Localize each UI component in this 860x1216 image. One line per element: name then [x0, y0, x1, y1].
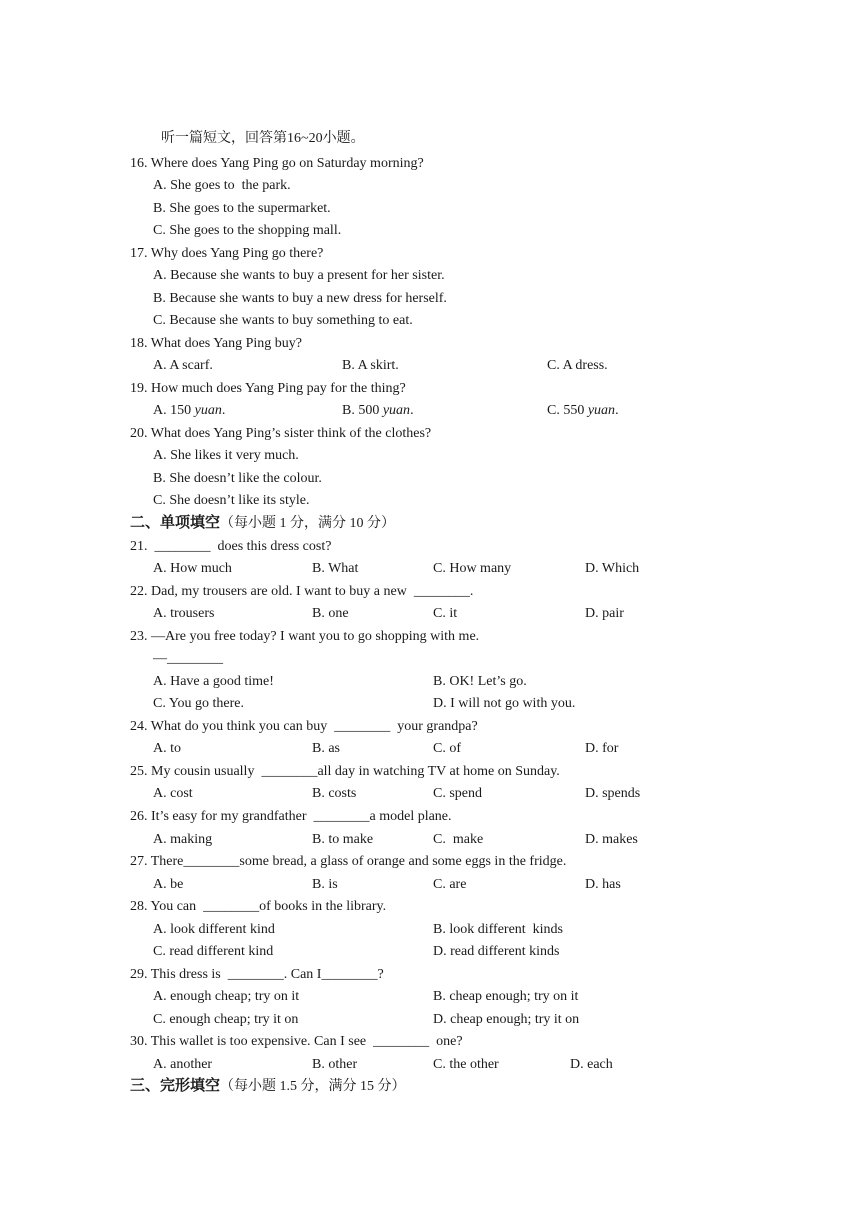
- question-30-option-b: B. other: [312, 1057, 358, 1072]
- question-16-option-b: B. She goes to the supermarket.: [153, 201, 331, 216]
- question-26-option-d: D. makes: [585, 832, 638, 847]
- question-16-stem: 16. Where does Yang Ping go on Saturday morning?: [130, 156, 424, 171]
- question-17-option-a: A. Because she wants to buy a present for her sister.: [153, 268, 445, 283]
- question-16-option-c: C. She goes to the shopping mall.: [153, 223, 342, 238]
- question-25-option-c: C. spend: [433, 786, 482, 801]
- question-30-option-c: C. the other: [433, 1057, 499, 1072]
- question-25-option-a: A. cost: [153, 786, 193, 801]
- question-21-stem: 21. ________ does this dress cost?: [130, 539, 332, 554]
- question-19-option-c-amount: C. 550: [547, 403, 588, 418]
- listening-intro: 听一篇短文，回答第16~20小题。: [161, 131, 365, 146]
- question-25-option-b: B. costs: [312, 786, 357, 801]
- question-23-option-a: A. Have a good time!: [153, 674, 274, 689]
- question-18-option-b: B. A skirt.: [342, 358, 399, 373]
- question-29-option-c: C. enough cheap; try it on: [153, 1012, 299, 1027]
- question-27-option-a: A. be: [153, 877, 184, 892]
- question-18-stem: 18. What does Yang Ping buy?: [130, 336, 303, 351]
- question-24-option-b: B. as: [312, 741, 340, 756]
- question-24-option-d: D. for: [585, 741, 619, 756]
- question-19-stem: 19. How much does Yang Ping pay for the thing?: [130, 381, 406, 396]
- question-20-option-a: A. She likes it very much.: [153, 448, 299, 463]
- question-29-stem: 29. This dress is ________. Can I________?: [130, 967, 384, 982]
- question-30-option-a: A. another: [153, 1057, 213, 1072]
- question-21-option-b: B. What: [312, 561, 359, 576]
- question-26-option-b: B. to make: [312, 832, 374, 847]
- question-18-option-c: C. A dress.: [547, 358, 608, 373]
- question-30-option-d: D. each: [570, 1057, 613, 1072]
- question-17-option-b: B. Because she wants to buy a new dress for herself.: [153, 291, 447, 306]
- question-29-option-d: D. cheap enough; try it on: [433, 1012, 580, 1027]
- question-19-option-b: [342, 402, 414, 420]
- question-20-option-b: B. She doesn’t like the colour.: [153, 471, 322, 486]
- section-2-note: （每小题 1 分，满分 10 分）: [220, 516, 396, 531]
- yuan-unit: yuan: [382, 403, 411, 418]
- question-17-option-c: C. Because she wants to buy something to eat.: [153, 313, 413, 328]
- question-17-stem: 17. Why does Yang Ping go there?: [130, 246, 324, 261]
- question-28-stem: 28. You can ________of books in the library.: [130, 899, 387, 914]
- question-19-option-a: [153, 402, 225, 420]
- question-22-option-d: D. pair: [585, 606, 624, 621]
- question-23-stem: 23. —Are you free today? I want you to go shopping with me.: [130, 629, 480, 644]
- question-23-option-c: C. You go there.: [153, 696, 245, 711]
- question-28-option-d: D. read different kinds: [433, 944, 560, 959]
- question-18-option-a: A. A scarf.: [153, 358, 213, 373]
- question-21-option-c: C. How many: [433, 561, 512, 576]
- section-3-note: （每小题 1.5 分，满分 15 分）: [220, 1079, 406, 1094]
- question-27-option-d: D. has: [585, 877, 621, 892]
- question-26-stem: 26. It’s easy for my grandfather ________a model plane.: [130, 809, 452, 824]
- question-24-stem: 24. What do you think you can buy ________ your grandpa?: [130, 719, 478, 734]
- question-27-option-c: C. are: [433, 877, 467, 892]
- question-28-option-a: A. look different kind: [153, 922, 275, 937]
- question-19-option-a-amount: A. 150: [153, 403, 195, 418]
- section-2-title: 二、单项填空: [130, 513, 221, 531]
- question-20-stem: 20. What does Yang Ping’s sister think of the clothes?: [130, 426, 432, 441]
- question-26-option-a: A. making: [153, 832, 213, 847]
- question-22-stem: 22. Dad, my trousers are old. I want to buy a new ________.: [130, 584, 474, 599]
- question-21-option-d: D. Which: [585, 561, 640, 576]
- period: .: [410, 403, 414, 418]
- question-16-option-a: A. She goes to the park.: [153, 178, 291, 193]
- yuan-unit: yuan: [587, 403, 616, 418]
- yuan-unit: yuan: [194, 403, 222, 418]
- question-27-stem: 27. There________some bread, a glass of orange and some eggs in the fridge.: [130, 854, 567, 869]
- question-27-option-b: B. is: [312, 877, 338, 892]
- question-19-option-c: [547, 402, 619, 420]
- question-30-stem: 30. This wallet is too expensive. Can I see ________ one?: [130, 1034, 463, 1049]
- period: .: [221, 403, 226, 418]
- question-28-option-c: C. read different kind: [153, 944, 274, 959]
- section-3-title: 三、完形填空: [130, 1076, 221, 1094]
- question-26-option-c: C. make: [433, 832, 484, 847]
- question-22-option-b: B. one: [312, 606, 349, 621]
- question-22-option-a: A. trousers: [153, 606, 215, 621]
- question-25-stem: 25. My cousin usually ________all day in watching TV at home on Sunday.: [130, 764, 560, 779]
- question-29-option-b: B. cheap enough; try on it: [433, 989, 579, 1004]
- question-24-option-a: A. to: [153, 741, 181, 756]
- section-2-heading: [130, 512, 395, 534]
- question-28-option-b: B. look different kinds: [433, 922, 564, 937]
- section-3-heading: [130, 1075, 406, 1097]
- question-21-option-a: A. How much: [153, 561, 232, 576]
- question-22-option-c: C. it: [433, 606, 458, 621]
- question-24-option-c: C. of: [433, 741, 461, 756]
- question-23-stem-response: —________: [153, 651, 223, 666]
- period: .: [615, 403, 619, 418]
- question-20-option-c: C. She doesn’t like its style.: [153, 493, 310, 508]
- question-29-option-a: A. enough cheap; try on it: [153, 989, 300, 1004]
- question-23-option-b: B. OK! Let’s go.: [433, 674, 527, 689]
- question-23-option-d: D. I will not go with you.: [433, 696, 576, 711]
- question-19-option-b-amount: B. 500: [342, 403, 383, 418]
- question-25-option-d: D. spends: [585, 786, 641, 801]
